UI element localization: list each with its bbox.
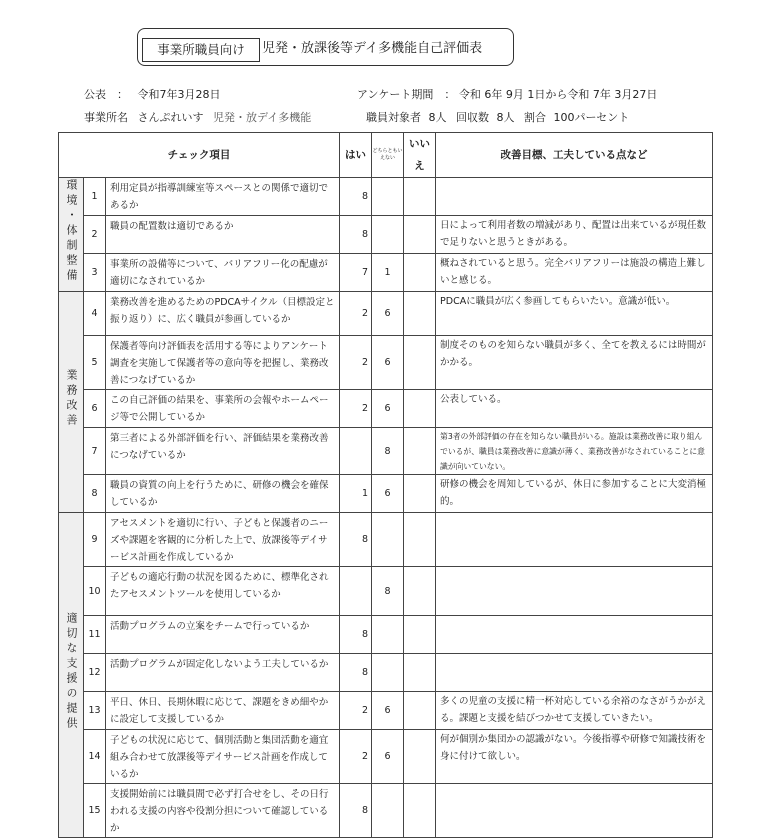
table-row (59, 567, 713, 616)
table-row (59, 292, 713, 336)
row-number: 6 (84, 390, 106, 428)
no-count (404, 513, 436, 567)
table-row (59, 475, 713, 513)
comment-cell: 公表している。 (436, 390, 713, 428)
staff-info (366, 110, 629, 126)
response-label: 回収数 (456, 111, 489, 124)
rate-value: 100パーセント (553, 111, 630, 124)
comment-cell: 研修の機会を周知しているが、休日に参加することに大変消極的。 (436, 475, 713, 513)
no-count (404, 567, 436, 616)
row-number: 10 (84, 567, 106, 616)
neutral-count: 1 (372, 254, 404, 292)
neutral-count: 6 (372, 292, 404, 336)
check-item: 活動プログラムが固定化しないよう工夫しているか (106, 654, 340, 692)
yes-count: 7 (340, 254, 372, 292)
check-item: 子どもの適応行動の状況を図るために、標準化されたアセスメントツールを使用しているか (106, 567, 340, 616)
yes-count: 2 (340, 692, 372, 730)
office-label: 事業所名 (84, 111, 128, 124)
no-count (404, 616, 436, 654)
yes-count: 8 (340, 784, 372, 838)
comment-cell: PDCAに職員が広く参画してもらいたい。意識が低い。 (436, 292, 713, 336)
yes-count: 2 (340, 730, 372, 784)
document-title: 児発・放課後等デイ多機能自己評価表 (262, 41, 483, 56)
rate-label: 割合 (524, 111, 546, 124)
neutral-count: 6 (372, 475, 404, 513)
no-count (404, 654, 436, 692)
row-number: 13 (84, 692, 106, 730)
table-row (59, 692, 713, 730)
table-row (59, 390, 713, 428)
header-check: チェック項目 (59, 133, 340, 178)
neutral-count: 6 (372, 692, 404, 730)
neutral-count (372, 784, 404, 838)
neutral-count: 6 (372, 730, 404, 784)
comment-cell: 第3者の外部評価の存在を知らない職員がいる。施設は業務改善に取り組んでいるが、職員は業務改善に意識が薄く、業務改善がなされていることに意識が向いていない。 (436, 428, 713, 475)
survey-label: アンケート期間 ： (357, 88, 456, 101)
header-yes: はい (340, 133, 372, 178)
row-number: 9 (84, 513, 106, 567)
table-row (59, 178, 713, 216)
comment-cell: 概ねされていると思う。完全バリアフリーは施設の構造上難しいと感じる。 (436, 254, 713, 292)
no-count (404, 428, 436, 475)
header-comment: 改善目標、工夫している点など (436, 133, 713, 178)
no-count (404, 475, 436, 513)
no-count (404, 216, 436, 254)
comment-cell: 何が個別か集団かの認識がない。今後指導や研修で知識技術を身に付けて欲しい。 (436, 730, 713, 784)
table-row (59, 784, 713, 838)
neutral-count (372, 654, 404, 692)
category-cell (59, 178, 84, 292)
check-item: 利用定員が指導訓練室等スペースとの関係で適切であるか (106, 178, 340, 216)
yes-count: 8 (340, 616, 372, 654)
yes-count (340, 567, 372, 616)
table-header-row (59, 133, 713, 178)
publish-date: 令和7年3月28日 (137, 88, 221, 101)
table-row (59, 428, 713, 475)
neutral-count: 8 (372, 567, 404, 616)
comment-cell (436, 784, 713, 838)
publish-label: 公表 ： (84, 88, 128, 101)
category-label: 業務改善 (65, 369, 78, 429)
comment-cell: 制度そのものを知らない職員が多く、全てを教えるには時間がかかる。 (436, 336, 713, 390)
table-row (59, 730, 713, 784)
publish-info (84, 87, 221, 103)
neutral-count: 6 (372, 390, 404, 428)
staff-label: 職員対象者 (366, 111, 421, 124)
no-count (404, 336, 436, 390)
no-count (404, 292, 436, 336)
row-number: 7 (84, 428, 106, 475)
check-item: 保護者等向け評価表を活用する等によりアンケート調査を実施して保護者等の意向等を把握し、業務改善につなげているか (106, 336, 340, 390)
row-number: 2 (84, 216, 106, 254)
table-row (59, 616, 713, 654)
comment-cell (436, 178, 713, 216)
comment-cell (436, 513, 713, 567)
table-row (59, 254, 713, 292)
check-item: 第三者による外部評価を行い、評価結果を業務改善につなげているか (106, 428, 340, 475)
staff-count: 8人 (428, 111, 447, 124)
yes-count (340, 428, 372, 475)
evaluation-table (58, 132, 713, 838)
comment-cell: 日によって利用者数の増減があり、配置は出来ているが現任数で足りないと思うときがある。 (436, 216, 713, 254)
audience-tag: 事業所職員向け (142, 38, 260, 62)
survey-period: 令和 6年 9月 1日から令和 7年 3月27日 (458, 88, 658, 101)
check-item: アセスメントを適切に行い、子どもと保護者のニーズや課題を客観的に分析した上で、放課後等デイサービス計画を作成しているか (106, 513, 340, 567)
check-item: 支援開始前には職員間で必ず打合せをし、その日行われる支援の内容や役割分担について確認しているか (106, 784, 340, 838)
row-number: 3 (84, 254, 106, 292)
yes-count: 1 (340, 475, 372, 513)
check-item: 子どもの状況に応じて、個別活動と集団活動を適宜組み合わせて放課後等デイサービス計画を作成しているか (106, 730, 340, 784)
no-count (404, 784, 436, 838)
check-item: 事業所の設備等について、バリアフリー化の配慮が適切になされているか (106, 254, 340, 292)
yes-count: 8 (340, 216, 372, 254)
category-label: 環境・体制整備 (65, 179, 78, 284)
yes-count: 8 (340, 654, 372, 692)
category-cell (59, 513, 84, 838)
office-info (84, 110, 311, 126)
yes-count: 8 (340, 178, 372, 216)
yes-count: 2 (340, 336, 372, 390)
response-count: 8人 (496, 111, 515, 124)
table-row (59, 513, 713, 567)
comment-cell (436, 567, 713, 616)
comment-cell: 多くの児童の支援に精一杯対応している余裕のなさがうかがえる。課題と支援を結びつかせて支援していきたい。 (436, 692, 713, 730)
row-number: 8 (84, 475, 106, 513)
check-item: 職員の配置数は適切であるか (106, 216, 340, 254)
table-row (59, 216, 713, 254)
yes-count: 2 (340, 292, 372, 336)
comment-cell (436, 616, 713, 654)
header-neutral: どちらともいえない (372, 133, 404, 178)
check-item: 活動プログラムの立案をチームで行っているか (106, 616, 340, 654)
category-label: 適切な支援の提供 (65, 612, 78, 732)
office-name: さんぷれいす (137, 111, 204, 124)
row-number: 4 (84, 292, 106, 336)
row-number: 11 (84, 616, 106, 654)
row-number: 12 (84, 654, 106, 692)
row-number: 1 (84, 178, 106, 216)
no-count (404, 692, 436, 730)
no-count (404, 178, 436, 216)
neutral-count: 8 (372, 428, 404, 475)
table-row (59, 654, 713, 692)
survey-info (357, 87, 657, 103)
yes-count: 8 (340, 513, 372, 567)
check-item: この自己評価の結果を、事業所の会報やホームページ等で公開しているか (106, 390, 340, 428)
neutral-count (372, 216, 404, 254)
row-number: 14 (84, 730, 106, 784)
row-number: 15 (84, 784, 106, 838)
no-count (404, 730, 436, 784)
check-item: 平日、休日、長期休暇に応じて、課題をきめ細やかに設定して支援しているか (106, 692, 340, 730)
neutral-count (372, 616, 404, 654)
office-type: 児発・放デイ多機能 (213, 111, 312, 124)
neutral-count: 6 (372, 336, 404, 390)
yes-count: 2 (340, 390, 372, 428)
check-item: 業務改善を進めるためのPDCAサイクル（目標設定と振り返り）に、広く職員が参画しているか (106, 292, 340, 336)
header-no: いいえ (404, 133, 436, 178)
no-count (404, 254, 436, 292)
comment-cell (436, 654, 713, 692)
neutral-count (372, 178, 404, 216)
category-cell (59, 292, 84, 513)
row-number: 5 (84, 336, 106, 390)
table-row (59, 336, 713, 390)
neutral-count (372, 513, 404, 567)
check-item: 職員の資質の向上を行うために、研修の機会を確保しているか (106, 475, 340, 513)
no-count (404, 390, 436, 428)
